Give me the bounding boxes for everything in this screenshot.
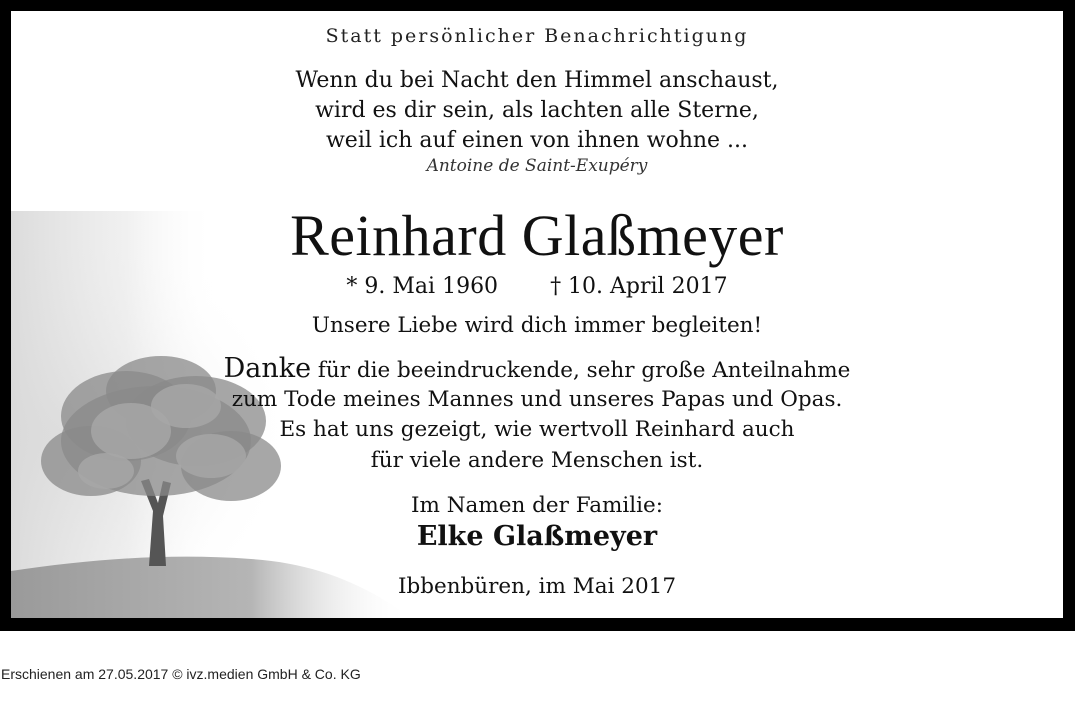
family-label: Im Namen der Familie: (411, 493, 663, 518)
signer-name: Elke Glaßmeyer (416, 521, 658, 552)
motto: Unsere Liebe wird dich immer begleiten! (311, 313, 763, 338)
publication-footer: Erschienen am 27.05.2017 © ivz.medien GmbH & Co. KG (1, 666, 361, 682)
notice-header: Statt persönlicher Benachrichtigung (325, 25, 749, 47)
thanks-line: Es hat uns gezeigt, wie wertvoll Reinhard auch (279, 417, 795, 442)
quote-line: weil ich auf einen von ihnen wohne ... (325, 128, 749, 153)
quote-line: Wenn du bei Nacht den Himmel anschaust, (295, 68, 779, 93)
quote-line: wird es dir sein, als lachten alle Sterne, (315, 98, 759, 123)
life-dates (11, 274, 1063, 299)
thanks-line: für viele andere Menschen ist. (370, 448, 704, 473)
place-date: Ibbenbüren, im Mai 2017 (397, 574, 677, 599)
death-date: † 10. April 2017 (550, 274, 728, 299)
thanks-line: zum Tode meines Mannes und unseres Papas und Opas. (231, 387, 843, 412)
quote-author: Antoine de Saint-Exupéry (426, 156, 648, 176)
deceased-name: Reinhard Glaßmeyer (290, 203, 784, 268)
thanks-text: für die beeindruckende, sehr große Anteilnahme (311, 358, 851, 383)
birth-date: * 9. Mai 1960 (346, 274, 499, 299)
notice-panel (11, 11, 1063, 618)
thanks-line (11, 353, 1063, 384)
thanks-word: Danke (223, 353, 312, 384)
